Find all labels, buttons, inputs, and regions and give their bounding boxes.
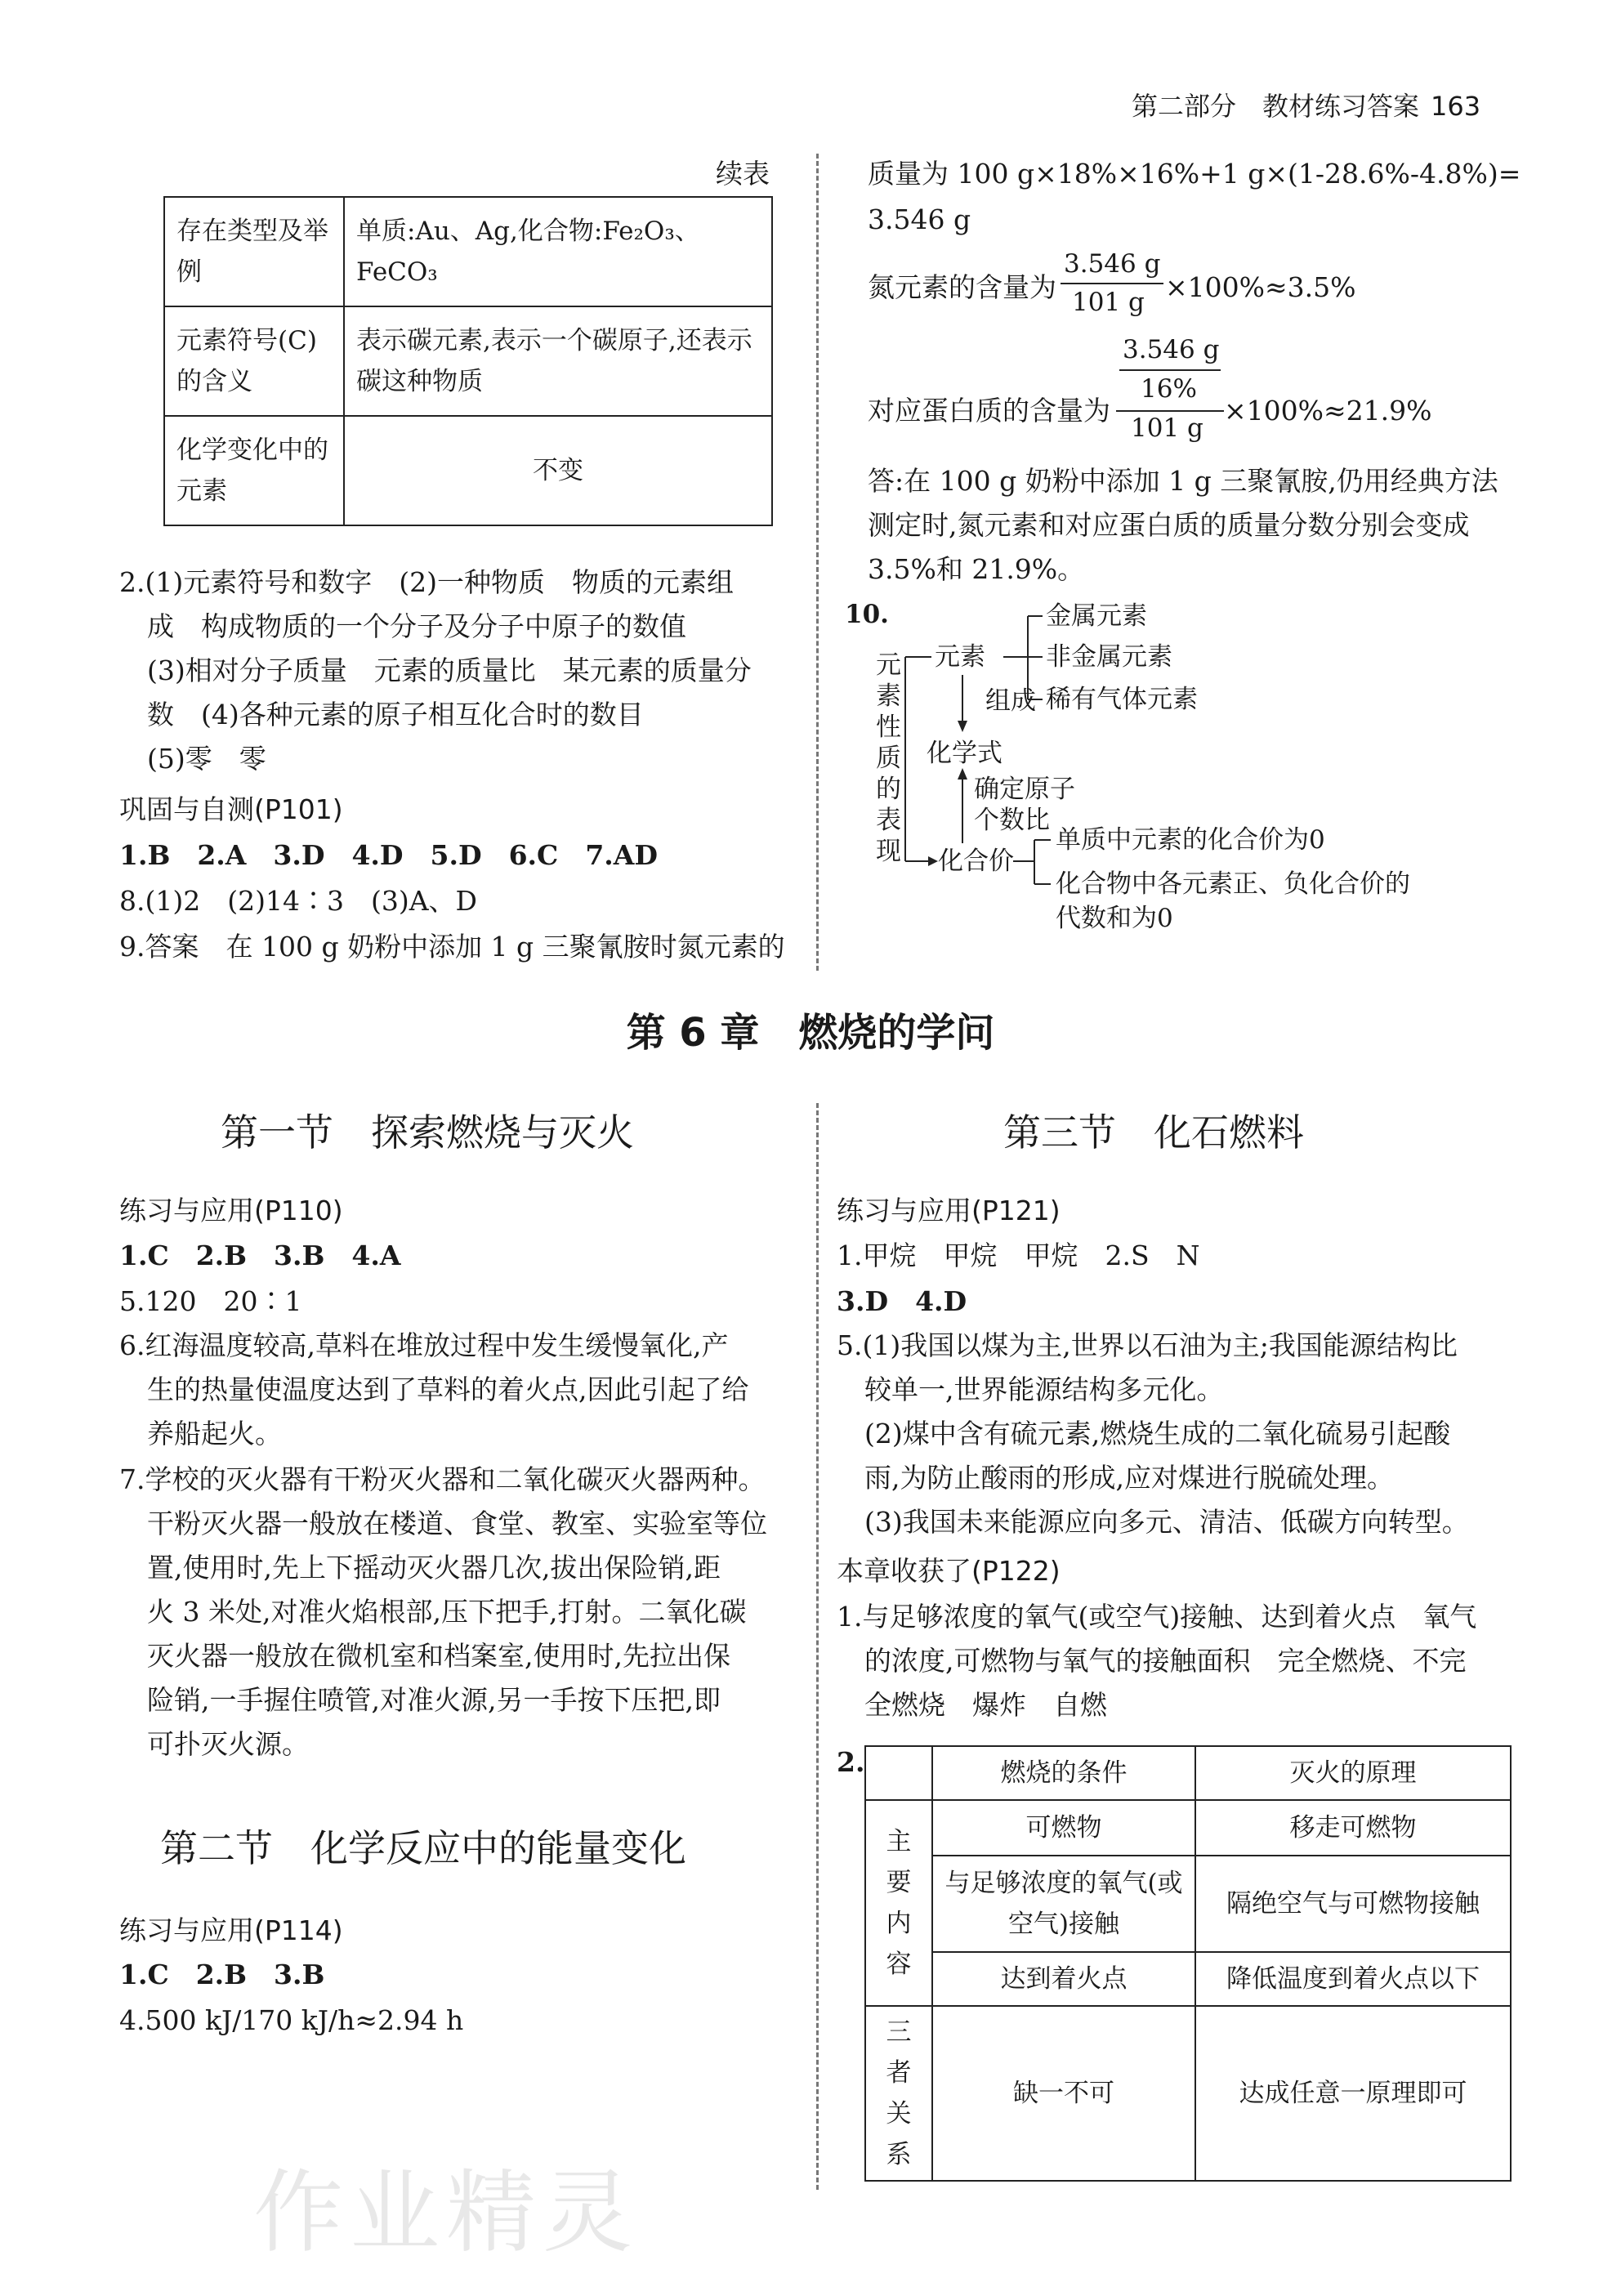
noble-gas-node: 稀有气体元素	[1046, 685, 1198, 714]
vertical-char: 素	[876, 681, 901, 711]
answer-line: 5.(1)我国以煤为主,世界以石油为主;我国能源结构比	[837, 1329, 1458, 1361]
valence-node: 化合价	[938, 846, 1014, 876]
nitrogen-numerator: 3.546 g	[1064, 249, 1161, 279]
answer-line: 4.500 kJ/170 kJ/h≈2.94 h	[119, 2004, 464, 2036]
section-title: 第二节 化学反应中的能量变化	[160, 1826, 686, 1870]
row-group-label: 主要内容	[865, 1800, 932, 2006]
confirm-label: 确定原子	[974, 775, 1075, 804]
q2-line: 数 (4)各种元素的原子相互化合时的数目	[147, 699, 644, 730]
table-header: 灭火的原理	[1195, 1746, 1511, 1800]
protein-label: 对应蛋白质的含量为	[868, 395, 1110, 427]
review-answers: 1.B 2.A 3.D 4.D 5.D 6.C 7.AD	[119, 839, 658, 871]
arrow-head	[928, 856, 938, 866]
table-cell: 可燃物	[932, 1800, 1195, 1856]
element-node: 元素	[935, 642, 985, 672]
answer-line: 置,使用时,先上下摇动灭火器几次,拔出保险销,距	[147, 1552, 721, 1584]
answer-line: 7.学校的灭火器有干粉灭火器和二氧化碳灭火器两种。	[119, 1463, 766, 1495]
section-title: 第三节 化石燃料	[1003, 1110, 1304, 1155]
practice-title: 练习与应用(P110)	[119, 1195, 343, 1226]
table-cell: 隔绝空气与可燃物接触	[1195, 1856, 1511, 1952]
watermark: 作业精灵	[253, 2160, 639, 2265]
page-header	[1132, 86, 1480, 123]
calc-line: 3.546 g	[868, 203, 971, 235]
header-section: 第二部分 教材练习答案	[1132, 91, 1420, 122]
continued-table	[163, 196, 773, 526]
answer-line: 灭火器一般放在微机室和档案室,使用时,先拉出保	[147, 1640, 730, 1672]
answer-line: 答:在 100 g 奶粉中添加 1 g 三聚氰胺,仍用经典方法	[868, 465, 1498, 497]
answer-line: 3.D 4.D	[837, 1285, 967, 1317]
confirm-label: 个数比	[974, 806, 1050, 835]
answer-line: 1.C 2.B 3.B 4.A	[119, 1240, 401, 1271]
answer-line: 1.与足够浓度的氧气(或空气)接触、达到着火点 氧气	[837, 1601, 1477, 1633]
section-title: 第一节 探索燃烧与灭火	[221, 1110, 634, 1155]
q9-answer: 9.答案 在 100 g 奶粉中添加 1 g 三聚氰胺时氮元素的	[119, 931, 785, 963]
vertical-char: 质	[876, 744, 901, 773]
vertical-char: 表	[876, 806, 901, 835]
vertical-char: 的	[876, 775, 901, 804]
answer-line: 可扑灭火源。	[147, 1728, 309, 1760]
table-row-label: 存在类型及举例	[164, 197, 344, 306]
q2-line: (5)零 零	[147, 743, 266, 775]
answer-line: 6.红海温度较高,草料在堆放过程中发生缓慢氧化,产	[119, 1329, 729, 1361]
arrow-head	[958, 721, 967, 732]
nitrogen-label: 氮元素的含量为	[868, 271, 1056, 303]
metal-node: 金属元素	[1046, 601, 1147, 631]
fraction-bar	[1061, 283, 1163, 284]
table-corner	[865, 1746, 932, 1800]
table-row-value: 表示碳元素,表示一个碳原子,还表示碳这种物质	[344, 306, 772, 416]
q2-line: 成 构成物质的一个分子及分子中原子的数值	[147, 610, 686, 642]
answer-line: 的浓度,可燃物与氧气的接触面积 完全燃烧、不完	[864, 1645, 1467, 1677]
chapter-title: 第 6 章 燃烧的学问	[626, 1010, 995, 1056]
fraction-bar	[1116, 410, 1224, 412]
q2-line: (3)相对分子质量 元素的质量比 某元素的质量分	[147, 654, 752, 686]
table-cell: 达到着火点	[932, 1952, 1195, 2006]
answer-line: 3.5%和 21.9%。	[868, 553, 1085, 585]
vertical-char: 元	[876, 650, 901, 680]
review-title: 巩固与自测(P101)	[119, 793, 343, 825]
answer-line: (2)煤中含有硫元素,燃烧生成的二氧化硫易引起酸	[864, 1418, 1451, 1450]
answer-line: 险销,一手握住喷管,对准火源,另一手按下压把,即	[147, 1684, 721, 1716]
gain-title: 本章收获了(P122)	[837, 1555, 1061, 1587]
nitrogen-result: ×100%≈3.5%	[1165, 271, 1356, 303]
protein-numerator-top: 3.546 g	[1123, 335, 1220, 364]
table-cell: 缺一不可	[932, 2006, 1195, 2181]
valence-rule: 化合物中各元素正、负化合价的	[1056, 869, 1410, 899]
protein-numerator-bottom: 16%	[1141, 374, 1197, 404]
column-divider	[816, 154, 819, 971]
answer-line: 火 3 米处,对准火焰根部,压下把手,打射。二氧化碳	[147, 1596, 747, 1628]
answer-line: 1.C 2.B 3.B	[119, 1959, 325, 1990]
continued-label: 续表	[716, 158, 770, 190]
valence-rule: 单质中元素的化合价为0	[1056, 825, 1325, 855]
nonmetal-node: 非金属元素	[1046, 642, 1172, 672]
combustion-table	[864, 1745, 1512, 2182]
vertical-char: 性	[876, 712, 901, 742]
practice-title: 练习与应用(P114)	[119, 1914, 343, 1946]
compose-label: 组成	[985, 686, 1036, 716]
calc-line: 质量为 100 g×18%×16%+1 g×(1-28.6%-4.8%)=	[868, 158, 1521, 190]
answer-line: 全燃烧 爆炸 自燃	[864, 1689, 1107, 1721]
page-number: 163	[1431, 91, 1481, 122]
fraction-bar	[1119, 369, 1221, 371]
practice-title: 练习与应用(P121)	[837, 1195, 1061, 1226]
table-cell: 移走可燃物	[1195, 1800, 1511, 1856]
table-row-label: 元素符号(C)的含义	[164, 306, 344, 416]
element-diagram	[842, 590, 1561, 933]
row-group-label: 三者关系	[865, 2006, 932, 2181]
protein-result: ×100%≈21.9%	[1224, 395, 1432, 427]
column-divider	[816, 1103, 819, 2190]
vertical-char: 现	[876, 837, 901, 866]
q8-answer: 8.(1)2 (2)14∶3 (3)A、D	[119, 885, 477, 917]
nitrogen-denominator: 101 g	[1072, 288, 1145, 317]
q10-number: 10.	[845, 600, 889, 629]
q2-line: 2.(1)元素符号和数字 (2)一种物质 物质的元素组	[119, 566, 734, 598]
answer-line: 雨,为防止酸雨的形成,应对煤进行脱硫处理。	[864, 1462, 1394, 1494]
answer-line: 较单一,世界能源结构多元化。	[864, 1374, 1224, 1405]
answer-line: (3)我国未来能源应向多元、清洁、低碳方向转型。	[864, 1506, 1469, 1538]
arrow-head	[958, 768, 967, 779]
protein-denominator: 101 g	[1131, 413, 1203, 443]
table-cell: 降低温度到着火点以下	[1195, 1952, 1511, 2006]
table-row-value: 不变	[344, 416, 772, 525]
q2-number: 2.	[837, 1746, 865, 1778]
valence-rule: 代数和为0	[1056, 904, 1173, 933]
answer-line: 测定时,氮元素和对应蛋白质的质量分数分别会变成	[868, 509, 1470, 541]
table-row-label: 化学变化中的元素	[164, 416, 344, 525]
answer-line: 干粉灭火器一般放在楼道、食堂、教室、实验室等位	[147, 1508, 767, 1539]
formula-node: 化学式	[927, 739, 1003, 768]
table-row-value: 单质:Au、Ag,化合物:Fe₂O₃、FeCO₃	[344, 197, 772, 306]
answer-line: 5.120 20∶1	[119, 1285, 302, 1317]
table-header: 燃烧的条件	[932, 1746, 1195, 1800]
answer-line: 生的热量使温度达到了草料的着火点,因此引起了给	[147, 1374, 749, 1405]
answer-line: 1.甲烷 甲烷 甲烷 2.S N	[837, 1240, 1200, 1271]
answer-line: 养船起火。	[147, 1418, 282, 1450]
table-cell: 达成任意一原理即可	[1195, 2006, 1511, 2181]
table-cell: 与足够浓度的氧气(或空气)接触	[932, 1856, 1195, 1952]
